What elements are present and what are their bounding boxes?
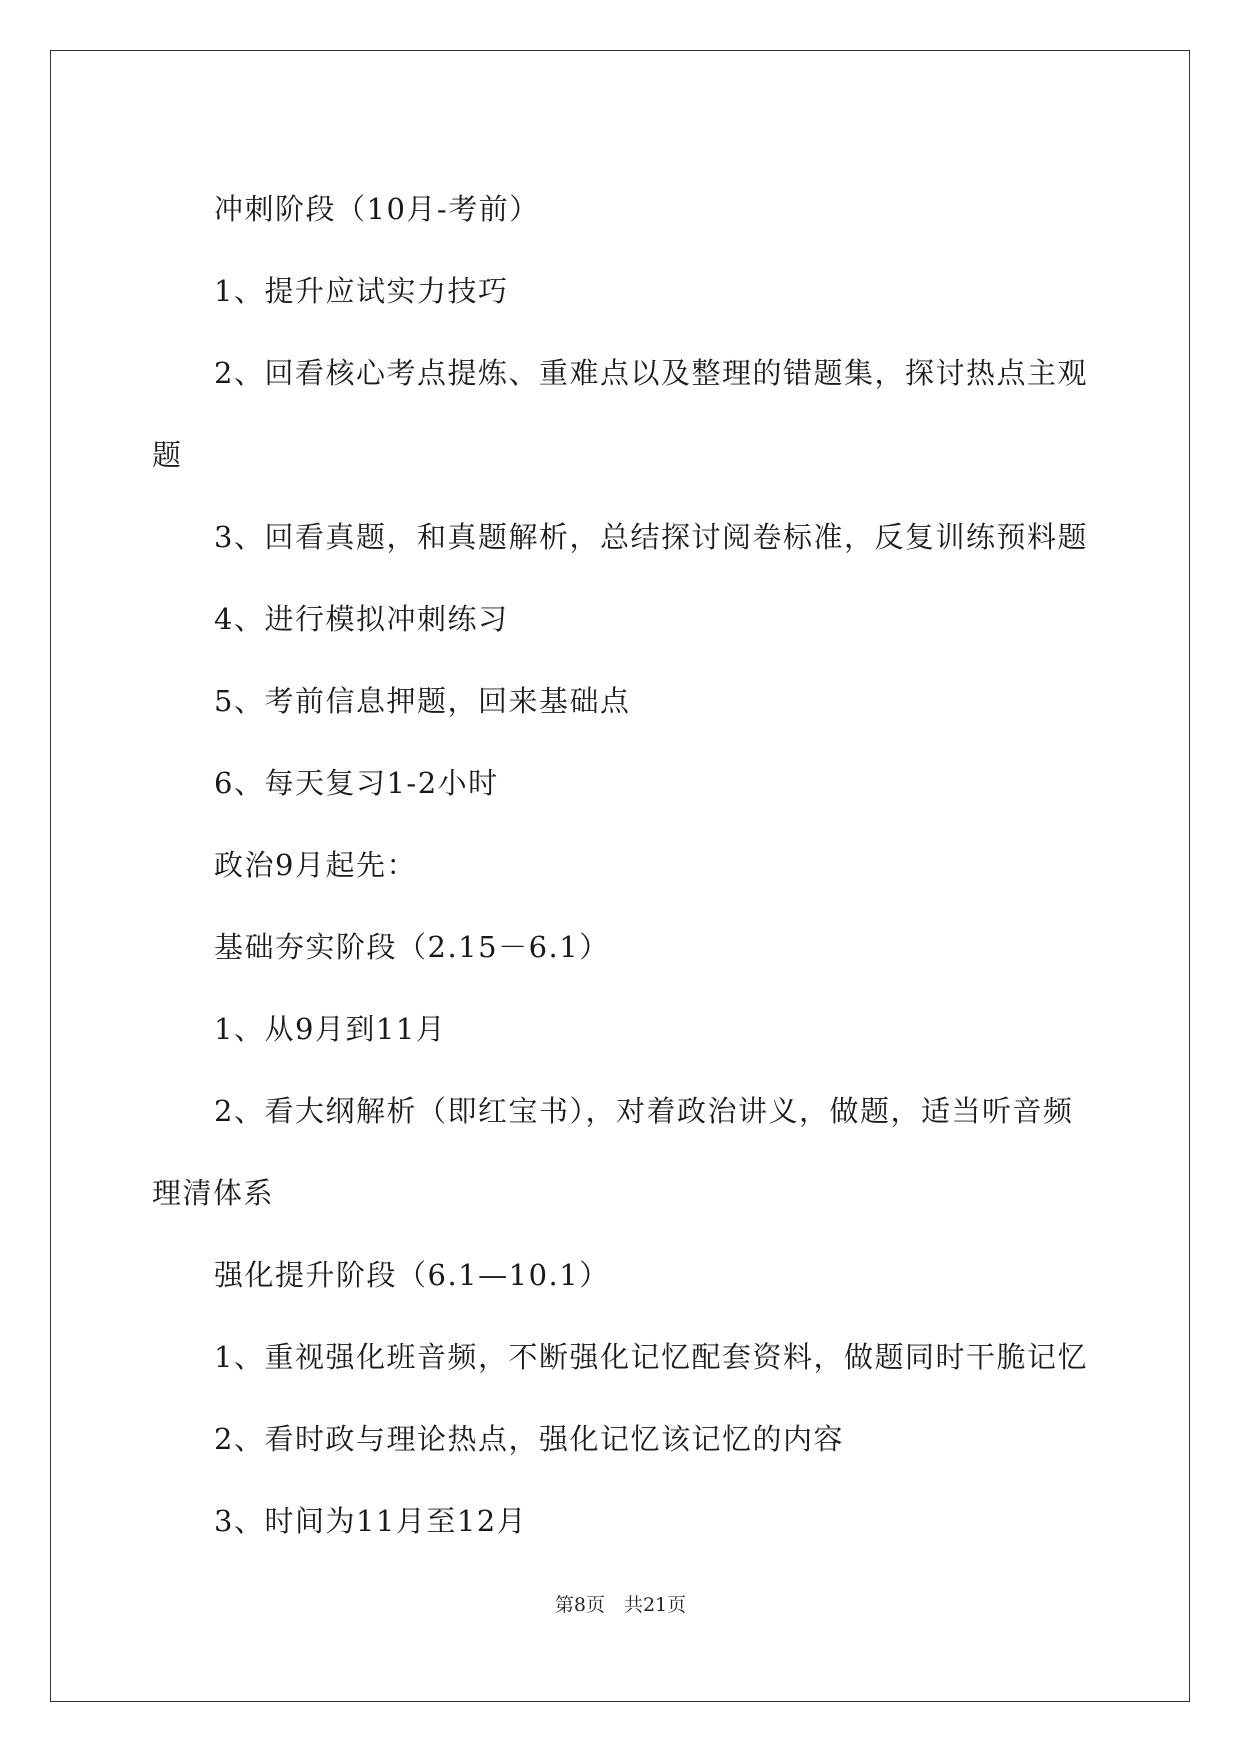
paragraph: 4、进行模拟冲刺练习 — [214, 602, 509, 636]
paragraph: 基础夯实阶段（2.15－6.1） — [214, 930, 610, 964]
page-footer — [0, 1590, 1241, 1617]
paragraph: 3、时间为11月至12月 — [214, 1504, 528, 1538]
document-body — [152, 168, 1092, 1562]
paragraph: 2、回看核心考点提炼、重难点以及整理的错题集，探讨热点主观题 — [152, 356, 1088, 472]
paragraph: 6、每天复习1-2小时 — [214, 766, 499, 800]
paragraph: 冲刺阶段（10月-考前） — [214, 192, 540, 226]
paragraph: 1、从9月到11月 — [214, 1012, 447, 1046]
paragraph: 1、提升应试实力技巧 — [214, 274, 509, 308]
paragraph: 2、看大纲解析（即红宝书），对着政治讲义，做题，适当听音频理清体系 — [152, 1094, 1074, 1210]
paragraph: 2、看时政与理论热点，强化记忆该记忆的内容 — [214, 1422, 844, 1456]
paragraph: 5、考前信息押题，回来基础点 — [214, 684, 631, 718]
paragraph: 政治9月起先： — [214, 848, 417, 882]
paragraph: 强化提升阶段（6.1—10.1） — [214, 1258, 610, 1292]
paragraph: 3、回看真题，和真题解析，总结探讨阅卷标准，反复训练预料题 — [214, 520, 1088, 554]
paragraph: 1、重视强化班音频，不断强化记忆配套资料，做题同时干脆记忆 — [214, 1340, 1088, 1374]
page-number: 第8页 共21页 — [554, 1594, 687, 1616]
